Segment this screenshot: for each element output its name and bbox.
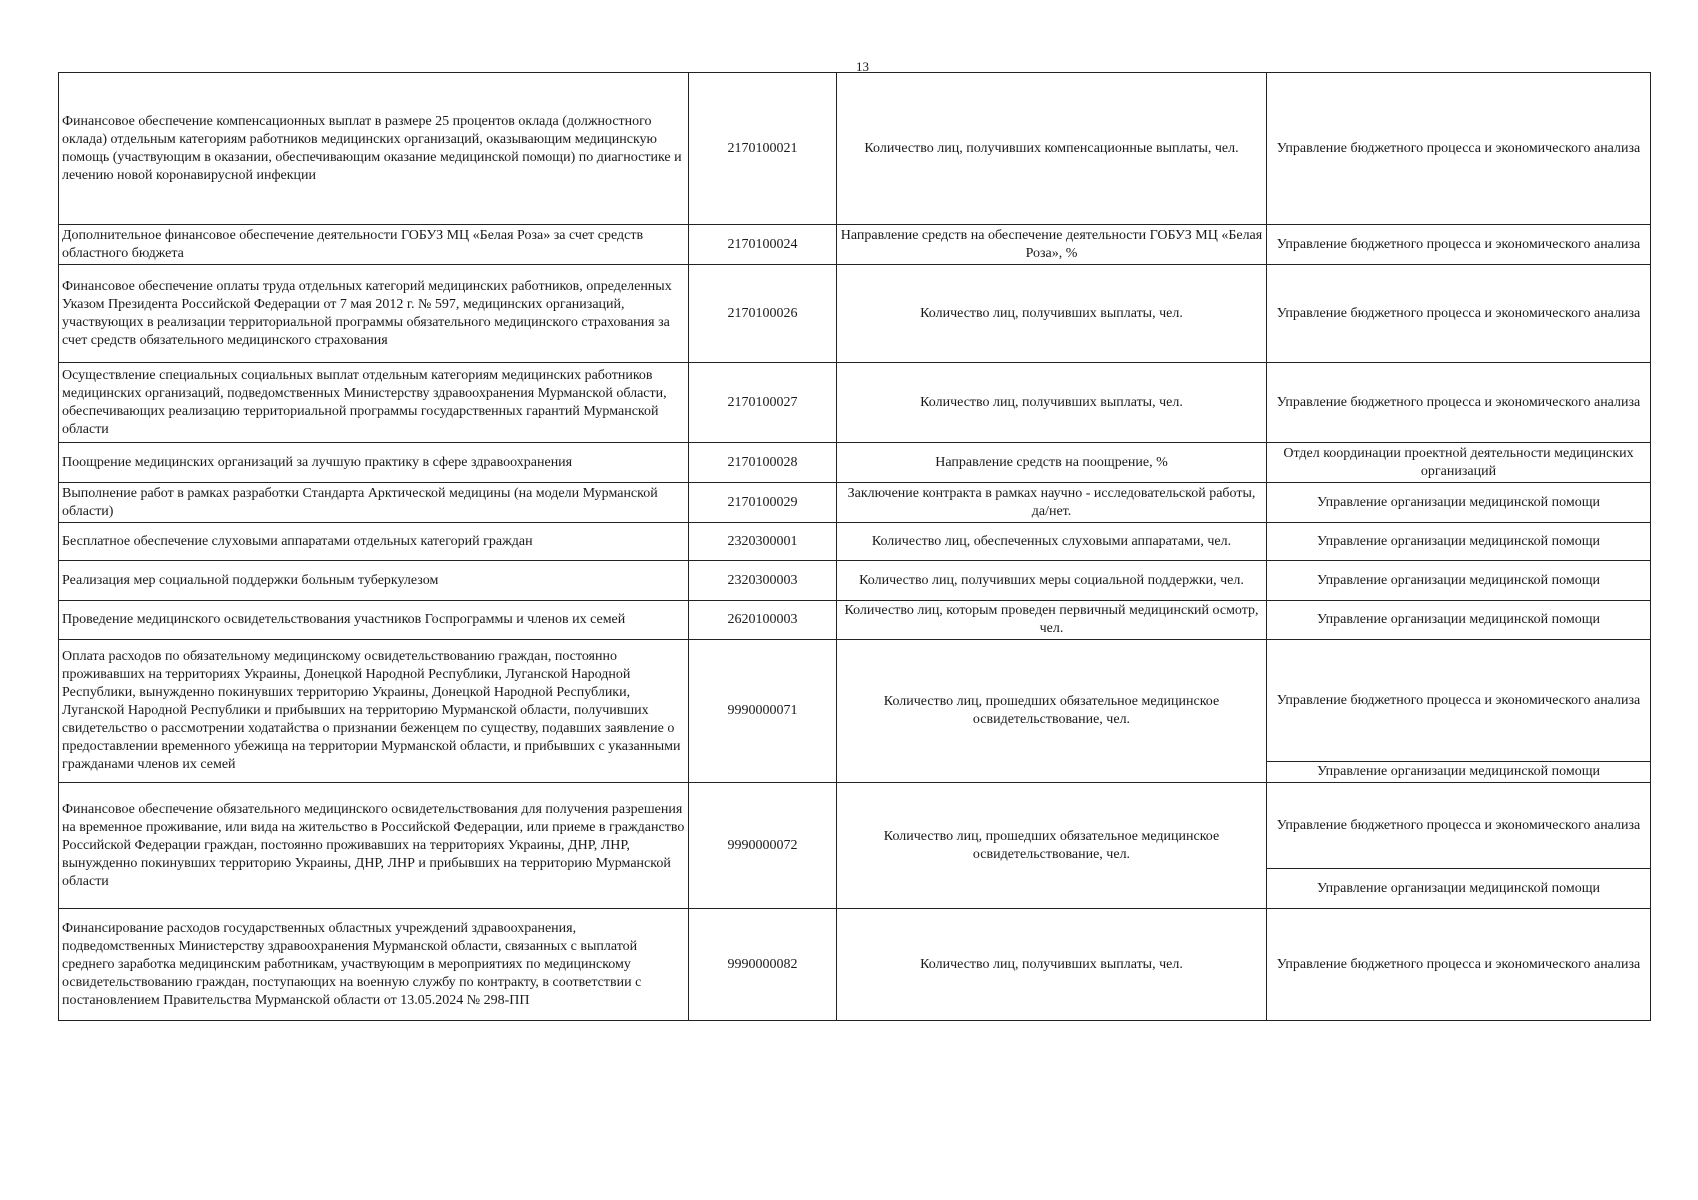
responsible-department: Управление бюджетного процесса и экономического анализа <box>1267 909 1651 1021</box>
budget-code: 2170100028 <box>689 443 837 483</box>
responsible-department: Управление организации медицинской помощи <box>1267 523 1651 561</box>
responsible-department-secondary: Управление организации медицинской помощи <box>1267 869 1651 909</box>
responsible-department: Управление бюджетного процесса и экономического анализа <box>1267 783 1651 869</box>
indicator: Количество лиц, обеспеченных слуховыми аппаратами, чел. <box>837 523 1267 561</box>
indicator: Количество лиц, получивших выплаты, чел. <box>837 363 1267 443</box>
responsible-department-secondary: Управление организации медицинской помощи <box>1267 762 1651 783</box>
indicator: Количество лиц, получивших выплаты, чел. <box>837 909 1267 1021</box>
measure-description: Проведение медицинского освидетельствования участников Госпрограммы и членов их семей <box>59 601 689 640</box>
table-row <box>59 601 1651 640</box>
measures-table <box>58 72 1651 1021</box>
measure-description: Реализация мер социальной поддержки больным туберкулезом <box>59 561 689 601</box>
responsible-department: Управление бюджетного процесса и экономического анализа <box>1267 73 1651 225</box>
table-row <box>59 363 1651 443</box>
indicator: Количество лиц, которым проведен первичный медицинский осмотр, чел. <box>837 601 1267 640</box>
table-row <box>59 73 1651 225</box>
budget-code: 9990000071 <box>689 640 837 783</box>
measure-description: Бесплатное обеспечение слуховыми аппаратами отдельных категорий граждан <box>59 523 689 561</box>
indicator: Количество лиц, прошедших обязательное медицинское освидетельствование, чел. <box>837 640 1267 783</box>
responsible-department: Управление организации медицинской помощи <box>1267 483 1651 523</box>
responsible-department: Отдел координации проектной деятельности медицинских организаций <box>1267 443 1651 483</box>
table-row <box>59 523 1651 561</box>
measure-description: Финансовое обеспечение обязательного медицинского освидетельствования для получения разрешения на временное проживание, или вида на жительство в Российской Федерации, или приеме в гражданство Российской Федерации граждан, постоянно проживавших на территориях Украины, ДНР, ЛНР, вынужденно покинувших территорию Украины, ДНР, ЛНР и прибывших на территорию Мурманской области <box>59 783 689 909</box>
responsible-department: Управление бюджетного процесса и экономического анализа <box>1267 363 1651 443</box>
responsible-department: Управление бюджетного процесса и экономического анализа <box>1267 225 1651 265</box>
budget-code: 2320300003 <box>689 561 837 601</box>
measure-description: Финансовое обеспечение компенсационных выплат в размере 25 процентов оклада (должностного оклада) отдельным категориям работников медицинских организаций, оказывающим медицинскую помощь (участвующим в оказании, обеспечивающим оказание медицинской помощи) по диагностике и лечению новой коронавирусной инфекции <box>59 73 689 225</box>
responsible-department: Управление организации медицинской помощи <box>1267 561 1651 601</box>
budget-code: 2170100027 <box>689 363 837 443</box>
responsible-department: Управление организации медицинской помощи <box>1267 601 1651 640</box>
indicator: Заключение контракта в рамках научно - исследовательской работы, да/нет. <box>837 483 1267 523</box>
table-row <box>59 443 1651 483</box>
indicator: Количество лиц, получивших выплаты, чел. <box>837 265 1267 363</box>
page-number: 13 <box>856 59 869 74</box>
table-row <box>59 225 1651 265</box>
measure-description: Финансовое обеспечение оплаты труда отдельных категорий медицинских работников, определенных Указом Президента Российской Федерации от 7 мая 2012 г. № 597, медицинских организаций, участвующих в реализации территориальной программы обязательного медицинского страхования за счет средств обязательного медицинского страхования <box>59 265 689 363</box>
measure-description: Выполнение работ в рамках разработки Стандарта Арктической медицины (на модели Мурманской области) <box>59 483 689 523</box>
measure-description: Осуществление специальных социальных выплат отдельным категориям медицинских работников медицинских организаций, подведомственных Министерству здравоохранения Мурманской области, обеспечивающих реализацию территориальной программы государственных гарантий Мурманской области <box>59 363 689 443</box>
table-row <box>59 265 1651 363</box>
table-row <box>59 909 1651 1021</box>
responsible-department: Управление бюджетного процесса и экономического анализа <box>1267 640 1651 762</box>
responsible-department: Управление бюджетного процесса и экономического анализа <box>1267 265 1651 363</box>
budget-code: 2320300001 <box>689 523 837 561</box>
table-row <box>59 483 1651 523</box>
indicator: Направление средств на поощрение, % <box>837 443 1267 483</box>
measure-description: Финансирование расходов государственных областных учреждений здравоохранения, подведомственных Министерству здравоохранения Мурманской области, связанных с выплатой среднего заработка медицинским работникам, участвующим в мероприятиях по медицинскому освидетельствованию граждан, поступающих на военную службу по контракту, в соответствии с постановлением Правительства Мурманской области от 13.05.2024 № 298-ПП <box>59 909 689 1021</box>
budget-code: 2170100021 <box>689 73 837 225</box>
indicator: Количество лиц, прошедших обязательное медицинское освидетельствование, чел. <box>837 783 1267 909</box>
table-row <box>59 640 1651 762</box>
budget-code: 2170100029 <box>689 483 837 523</box>
indicator: Количество лиц, получивших меры социальной поддержки, чел. <box>837 561 1267 601</box>
budget-code: 9990000082 <box>689 909 837 1021</box>
indicator: Количество лиц, получивших компенсационные выплаты, чел. <box>837 73 1267 225</box>
budget-code: 2170100026 <box>689 265 837 363</box>
indicator: Направление средств на обеспечение деятельности ГОБУЗ МЦ «Белая Роза», % <box>837 225 1267 265</box>
measure-description: Дополнительное финансовое обеспечение деятельности ГОБУЗ МЦ «Белая Роза» за счет средств областного бюджета <box>59 225 689 265</box>
measure-description: Поощрение медицинских организаций за лучшую практику в сфере здравоохранения <box>59 443 689 483</box>
budget-code: 9990000072 <box>689 783 837 909</box>
measure-description: Оплата расходов по обязательному медицинскому освидетельствованию граждан, постоянно проживавших на территориях Украины, Донецкой Народной Республики, Луганской Народной Республики, вынужденно покинувших территорию Украины, Донецкой Народной Республики, Луганской Народной Республики и прибывших на территорию Мурманской области, получивших свидетельство о рассмотрении ходатайства о признании беженцем по существу, подавших заявление о предоставлении временного убежища на территории Мурманской области, и прибывших с указанными гражданами членов их семей <box>59 640 689 783</box>
budget-code: 2620100003 <box>689 601 837 640</box>
table-row <box>59 783 1651 869</box>
budget-code: 2170100024 <box>689 225 837 265</box>
table-row <box>59 561 1651 601</box>
